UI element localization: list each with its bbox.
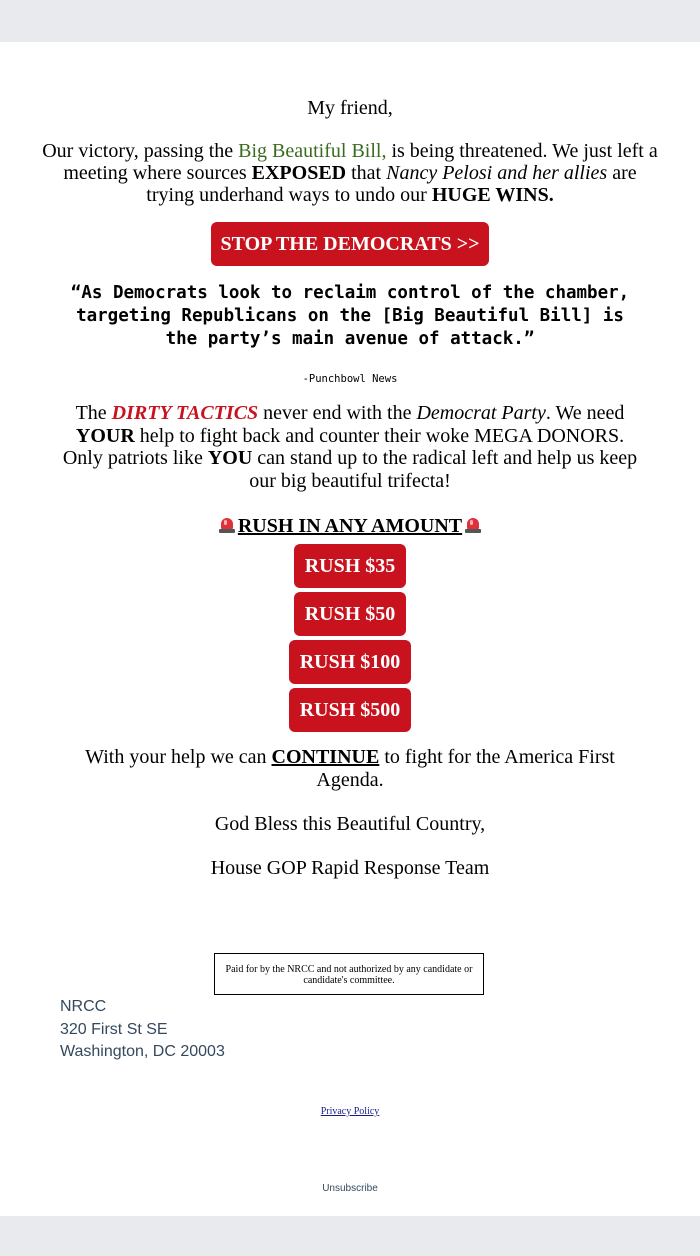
punchbowl-quote: “As Democrats look to reclaim control of the chamber, targeting Republicans on the [Big Beautiful Bill] is the party’s main avenue of attack.” bbox=[70, 283, 630, 349]
continue-text: With your help we can bbox=[85, 746, 272, 768]
greeting: My friend, bbox=[307, 97, 393, 119]
cta-container bbox=[0, 222, 700, 266]
continue-paragraph bbox=[60, 746, 640, 792]
paid-for-disclaimer: Paid for by the NRCC and not authorized by any candidate or candidate's committee. bbox=[214, 953, 484, 995]
exposed-word: EXPOSED bbox=[251, 162, 347, 184]
bill-name: Big Beautiful Bill, bbox=[238, 140, 387, 162]
stop-democrats-button[interactable]: STOP THE DEMOCRATS >> bbox=[211, 222, 490, 266]
unsubscribe-link[interactable]: Unsubscribe bbox=[322, 1183, 378, 1194]
unsubscribe-container bbox=[0, 1183, 700, 1195]
rush-100-button[interactable]: RUSH $100 bbox=[289, 640, 412, 684]
rush-heading-label: RUSH IN ANY AMOUNT bbox=[237, 515, 463, 537]
tactics-text: . We need bbox=[545, 402, 625, 424]
tactics-text: The bbox=[75, 402, 112, 424]
donation-buttons bbox=[0, 544, 700, 736]
privacy-policy-link[interactable]: Privacy Policy bbox=[320, 1106, 380, 1117]
rush-heading bbox=[0, 514, 700, 538]
intro-text: are trying underhand ways to undo our bbox=[146, 162, 637, 206]
continue-word: CONTINUE bbox=[271, 746, 380, 768]
your-word: YOUR bbox=[75, 424, 135, 447]
email-body bbox=[0, 42, 700, 1216]
signature: House GOP Rapid Response Team bbox=[210, 857, 490, 879]
intro-text: is being threatened. We just left a meeting where sources bbox=[63, 140, 658, 184]
rush-500-button[interactable]: RUSH $500 bbox=[289, 688, 412, 732]
mailing-address bbox=[60, 996, 360, 1064]
blessing: God Bless this Beautiful Country, bbox=[214, 813, 486, 835]
address-line: Washington, DC 20003 bbox=[60, 1043, 225, 1060]
address-line: NRCC bbox=[60, 998, 107, 1015]
tactics-paragraph bbox=[60, 402, 640, 492]
intro-paragraph bbox=[40, 140, 660, 206]
siren-icon bbox=[464, 517, 482, 533]
tactics-text: help to fight back and counter their woke MEGA DONORS. Only patriots like bbox=[62, 424, 625, 469]
continue-text: to fight for the America First Agenda. bbox=[316, 746, 615, 791]
democrat-party: Democrat Party bbox=[416, 402, 546, 424]
quote-attribution: -Punchbowl News bbox=[302, 373, 398, 385]
privacy-container bbox=[0, 1106, 700, 1118]
tactics-text: never end with the bbox=[258, 402, 417, 424]
rush-35-button[interactable]: RUSH $35 bbox=[294, 544, 407, 588]
intro-text: Our victory, passing the bbox=[42, 140, 239, 162]
dirty-tactics: DIRTY TACTICS bbox=[111, 402, 259, 424]
tactics-text: can stand up to the radical left and help us keep our big beautiful trifecta! bbox=[249, 447, 638, 492]
rush-50-button[interactable]: RUSH $50 bbox=[294, 592, 407, 636]
pelosi-phrase: Nancy Pelosi and her allies bbox=[386, 162, 608, 184]
huge-wins: HUGE WINS. bbox=[431, 184, 554, 206]
you-word: YOU bbox=[207, 447, 253, 469]
siren-icon bbox=[218, 517, 236, 533]
intro-text: that bbox=[346, 162, 387, 184]
address-line: 320 First St SE bbox=[60, 1020, 168, 1038]
